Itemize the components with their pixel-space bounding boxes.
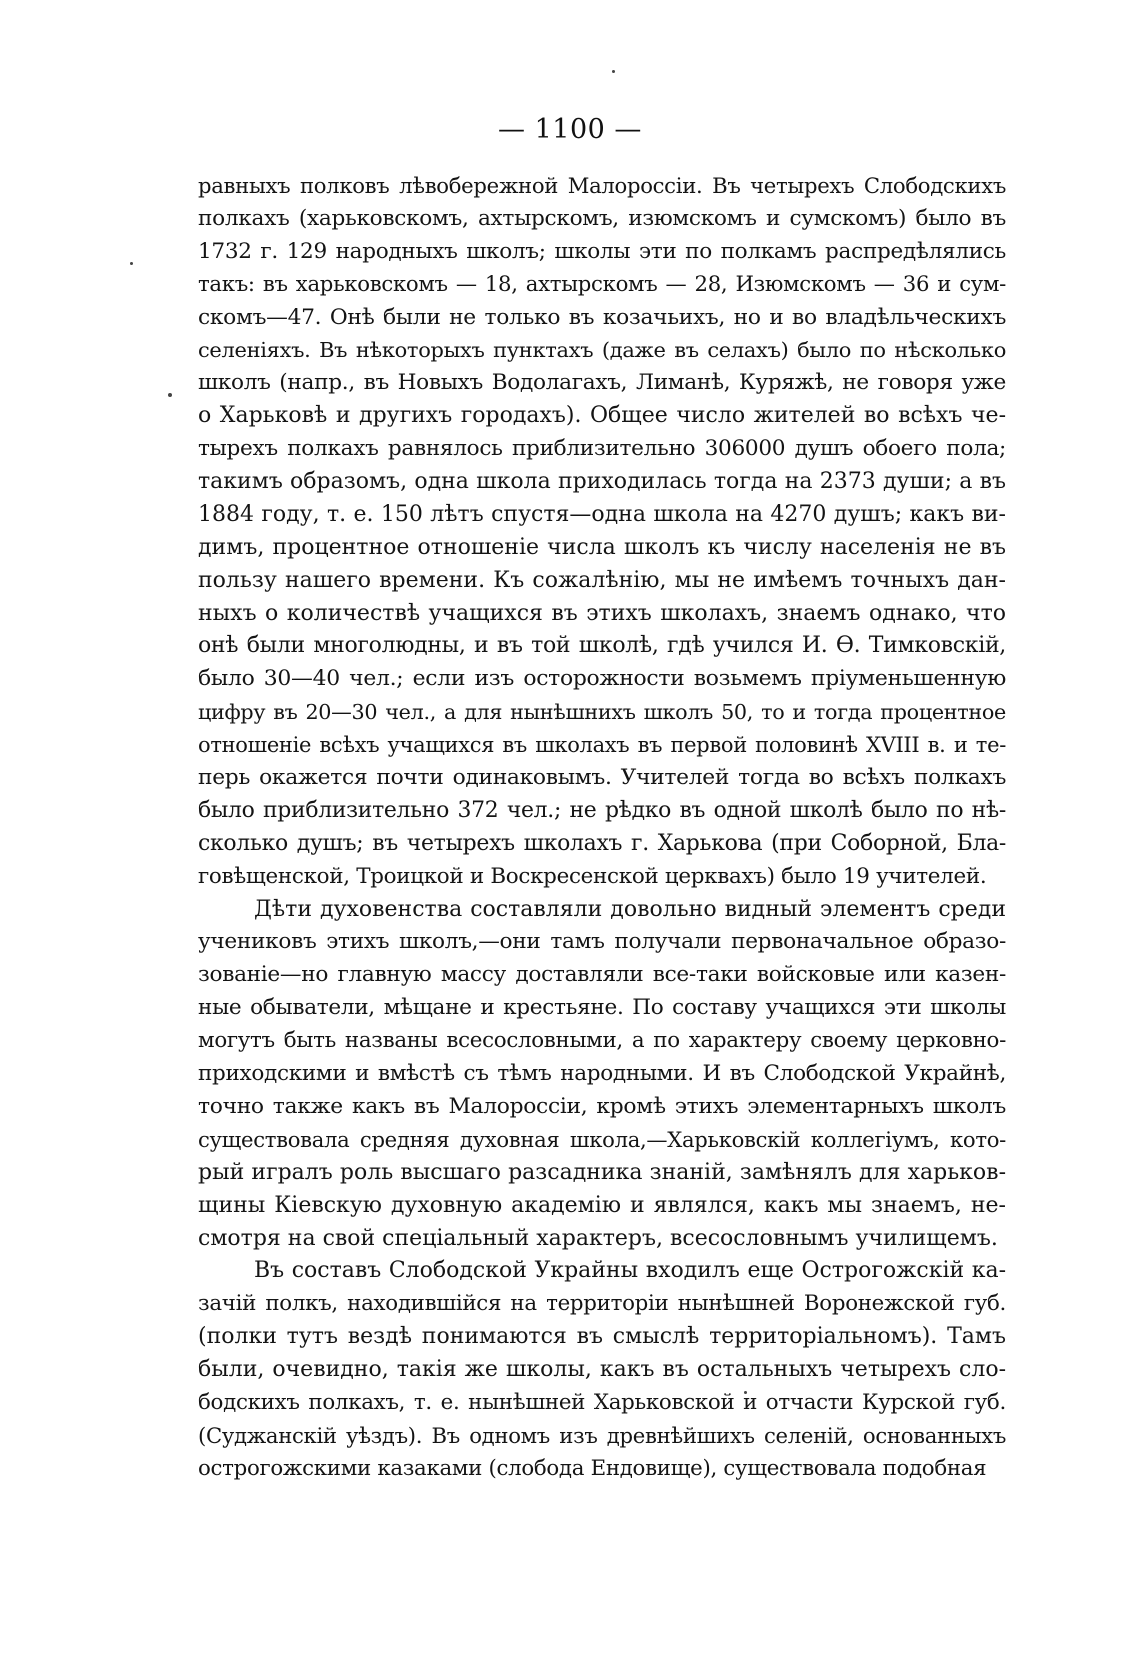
text-line: сколько душъ; въ четырехъ школахъ г. Харькова (при Соборной, Бла-	[198, 830, 1006, 856]
text-line: точно также какъ въ Малороссіи, кромѣ этихъ элементарныхъ школъ	[198, 1093, 1006, 1119]
text-line: 1732 г. 129 народныхъ школъ; школы эти по полкамъ распредѣлялись	[198, 238, 1006, 264]
text-line: были, очевидно, такія же школы, какъ въ остальныхъ четырехъ сло-	[198, 1357, 1006, 1383]
text-line: учениковъ этихъ школъ,—они тамъ получали первоначальное образо-	[198, 929, 1006, 955]
text-line: тырехъ полкахъ равнялось приблизительно 306000 душъ обоего пола;	[198, 436, 1006, 462]
text-line: зованіе—но главную массу доставляли все-таки войсковые или казен-	[198, 962, 1006, 988]
text-line: (полки тутъ вездѣ понимаются въ смыслѣ территоріальномъ). Тамъ	[198, 1324, 1006, 1350]
text-line: острогожскими казаками (слобода Ендовище), существовала подобная	[198, 1455, 987, 1481]
text-line: Въ составъ Слободской Украйны входилъ еще Острогожскій ка-	[254, 1258, 1006, 1284]
text-line: такимъ образомъ, одна школа приходилась тогда на 2373 души; а въ	[198, 469, 1006, 495]
text-line: Дѣти духовенства составляли довольно видный элементъ среди	[254, 896, 1006, 922]
scan-speck	[168, 393, 172, 397]
text-line: селеніяхъ. Въ нѣкоторыхъ пунктахъ (даже въ селахъ) было по нѣсколько	[198, 338, 1006, 363]
text-line: бодскихъ полкахъ, т. е. нынѣшней Харьковской и отчасти Курской губ.	[198, 1389, 1006, 1415]
text-line: могутъ быть названы всесословными, а по характеру своему церковно-	[198, 1028, 1006, 1054]
scan-speck	[612, 70, 615, 73]
text-line: пользу нашего времени. Къ сожалѣнію, мы не имѣемъ точныхъ дан-	[198, 567, 1006, 593]
text-line: зачій полкъ, находившійся на территоріи нынѣшней Воронежской губ.	[198, 1291, 1006, 1317]
text-line: рый игралъ роль высшаго разсадника знаній, замѣнялъ для харьков-	[198, 1159, 1006, 1185]
document-body	[198, 170, 1006, 1486]
text-line: ныхъ о количествѣ учащихся въ этихъ школахъ, знаемъ однако, что	[198, 600, 1006, 626]
text-line: цифру въ 20—30 чел., а для нынѣшнихъ школъ 50, то и тогда процентное	[198, 700, 1006, 725]
text-line: 1884 году, т. е. 150 лѣтъ спустя—одна школа на 4270 душъ; какъ ви-	[198, 501, 1006, 527]
text-line: отношеніе всѣхъ учащихся въ школахъ въ первой половинѣ XVIII в. и те-	[198, 733, 1006, 758]
text-line: школъ (напр., въ Новыхъ Водолагахъ, Лиманѣ, Куряжѣ, не говоря уже	[198, 370, 1006, 396]
text-line: смотря на свой спеціальный характеръ, всесословнымъ училищемъ.	[198, 1225, 998, 1251]
paragraph	[198, 894, 1006, 1256]
text-line: такъ: въ харьковскомъ — 18, ахтырскомъ — 28, Изюмскомъ — 36 и сум-	[198, 271, 1006, 297]
paragraph	[198, 1255, 1006, 1485]
text-line: димъ, процентное отношеніе числа школъ къ числу населенія не въ	[198, 534, 1006, 560]
text-line: онѣ были многолюдны, и въ той школѣ, гдѣ учился И. Ѳ. Тимковскій,	[198, 633, 1006, 659]
text-line: равныхъ полковъ лѣвобережной Малороссіи. Въ четырехъ Слободскихъ	[198, 173, 1006, 198]
text-line: полкахъ (харьковскомъ, ахтырскомъ, изюмскомъ и сумскомъ) было въ	[198, 205, 1006, 231]
text-line: было 30—40 чел.; если изъ осторожности возьмемъ пріуменьшенную	[198, 666, 1006, 692]
text-line: говѣщенской, Троицкой и Воскресенской церквахъ) было 19 учителей.	[198, 863, 987, 889]
text-line: ные обыватели, мѣщане и крестьяне. По составу учащихся эти школы	[198, 995, 1006, 1021]
text-line: приходскими и вмѣстѣ съ тѣмъ народными. И въ Слободской Украйнѣ,	[198, 1061, 1006, 1087]
text-line: перь окажется почти одинаковымъ. Учителей тогда во всѣхъ полкахъ	[198, 765, 1006, 791]
text-line: скомъ—47. Онѣ были не только въ козачьихъ, но и во владѣльческихъ	[198, 304, 1006, 330]
paragraph	[198, 170, 1006, 894]
text-line: существовала средняя духовная школа,—Харьковскій коллегіумъ, кото-	[198, 1126, 1006, 1152]
text-line: (Суджанскій уѣздъ). Въ одномъ изъ древнѣйшихъ селеній, основанныхъ	[198, 1422, 1006, 1448]
text-line: было приблизительно 372 чел.; не рѣдко въ одной школѣ было по нѣ-	[198, 797, 1006, 823]
scan-speck	[130, 262, 133, 265]
page-number: — 1100 —	[498, 114, 642, 145]
text-line: щины Кіевскую духовную академію и являлся, какъ мы знаемъ, не-	[198, 1192, 1006, 1218]
text-line: о Харьковѣ и другихъ городахъ). Общее число жителей во всѣхъ че-	[198, 403, 1006, 429]
